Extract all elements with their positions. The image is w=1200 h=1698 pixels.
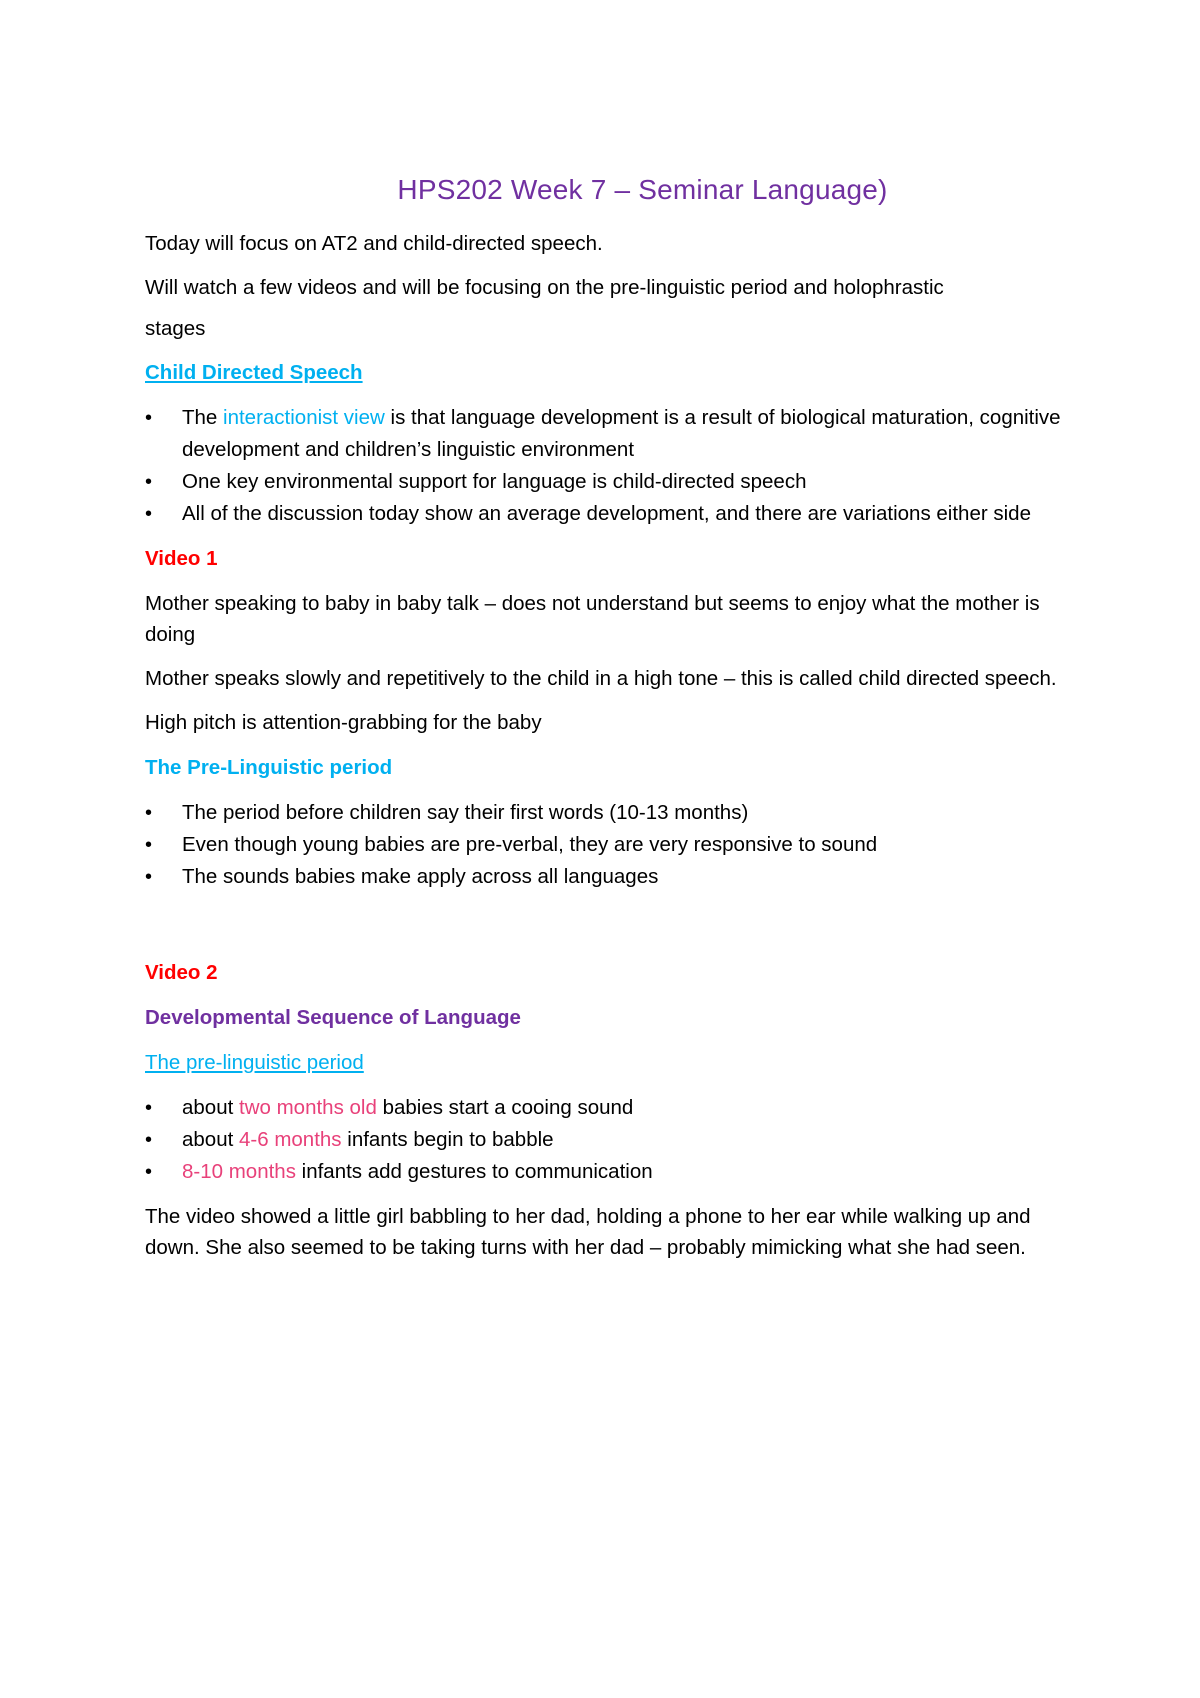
- list-item-text-pre: about: [182, 1096, 239, 1119]
- list-item: [145, 829, 1080, 861]
- list-item-text-pre: The: [182, 406, 224, 429]
- bullet-icon: •: [145, 802, 153, 824]
- list-item-text: The period before children say their first words (10-13 months): [182, 801, 749, 824]
- list-item: [145, 1124, 1080, 1156]
- video1-paragraph-2: Mother speaks slowly and repetitively to the child in a high tone – this is called child directed speech.: [145, 667, 1057, 690]
- intro-line-2: Will watch a few videos and will be focusing on the pre-linguistic period and holophrastic: [145, 276, 944, 299]
- bullet-icon: •: [145, 1097, 153, 1119]
- list-item-text-pre: about: [182, 1128, 239, 1151]
- highlight-age: two months old: [239, 1096, 377, 1119]
- list-item: [145, 402, 1080, 466]
- intro-line-3: stages: [145, 317, 206, 340]
- list-item-text: Even though young babies are pre-verbal, they are very responsive to sound: [182, 833, 878, 856]
- video2-paragraph: The video showed a little girl babbling to her dad, holding a phone to her ear while walking up and down. She also seemed to be taking turns with her dad – probably mimicking what she had seen.: [145, 1205, 1031, 1259]
- bullet-icon: •: [145, 834, 153, 856]
- child-directed-bullet-list: [145, 402, 1080, 530]
- highlight-age: 4-6 months: [239, 1128, 342, 1151]
- list-item-text: All of the discussion today show an average development, and there are variations either side: [182, 502, 1031, 525]
- highlight-age: 8-10 months: [182, 1160, 296, 1183]
- list-item-text-post: babies start a cooing sound: [376, 1096, 634, 1119]
- heading-video-1: Video 1: [145, 547, 218, 570]
- video1-paragraph-3: High pitch is attention-grabbing for the baby: [145, 711, 542, 734]
- list-item: [145, 861, 1080, 893]
- intro-line-1: Today will focus on AT2 and child-directed speech.: [145, 232, 603, 255]
- heading-pre-linguistic-period: The Pre-Linguistic period: [145, 756, 393, 779]
- heading-developmental-sequence: Developmental Sequence of Language: [145, 1006, 521, 1029]
- blank-line: [145, 906, 1080, 957]
- pre-linguistic-bullet-list: [145, 797, 1080, 893]
- document-title: HPS202 Week 7 – Seminar Language): [397, 174, 888, 205]
- list-item-text: One key environmental support for language is child-directed speech: [182, 470, 807, 493]
- bullet-icon: •: [145, 1129, 153, 1151]
- list-item-text-post: infants begin to babble: [341, 1128, 554, 1151]
- heading-child-directed-speech: Child Directed Speech: [145, 361, 363, 384]
- list-item: [145, 797, 1080, 829]
- bullet-icon: •: [145, 471, 153, 493]
- list-item-text-post: is that language development is a result of biological maturation, cognitive development and children’s linguistic environment: [182, 406, 1061, 461]
- bullet-icon: •: [145, 503, 153, 525]
- bullet-icon: •: [145, 866, 153, 888]
- list-item-text: The sounds babies make apply across all languages: [182, 865, 659, 888]
- list-item-text-post: infants add gestures to communication: [295, 1160, 653, 1183]
- developmental-bullet-list: [145, 1092, 1080, 1188]
- video1-paragraph-1: Mother speaking to baby in baby talk – does not understand but seems to enjoy what the mother is doing: [145, 592, 1040, 646]
- list-item: [145, 1156, 1080, 1188]
- bullet-icon: •: [145, 407, 153, 429]
- bullet-icon: •: [145, 1161, 153, 1183]
- list-item: [145, 498, 1080, 530]
- list-item: [145, 466, 1080, 498]
- list-item: [145, 1092, 1080, 1124]
- heading-pre-linguistic-period-link: The pre-linguistic period: [145, 1051, 364, 1074]
- highlight-interactionist-view: interactionist view: [223, 406, 385, 429]
- heading-video-2: Video 2: [145, 961, 218, 984]
